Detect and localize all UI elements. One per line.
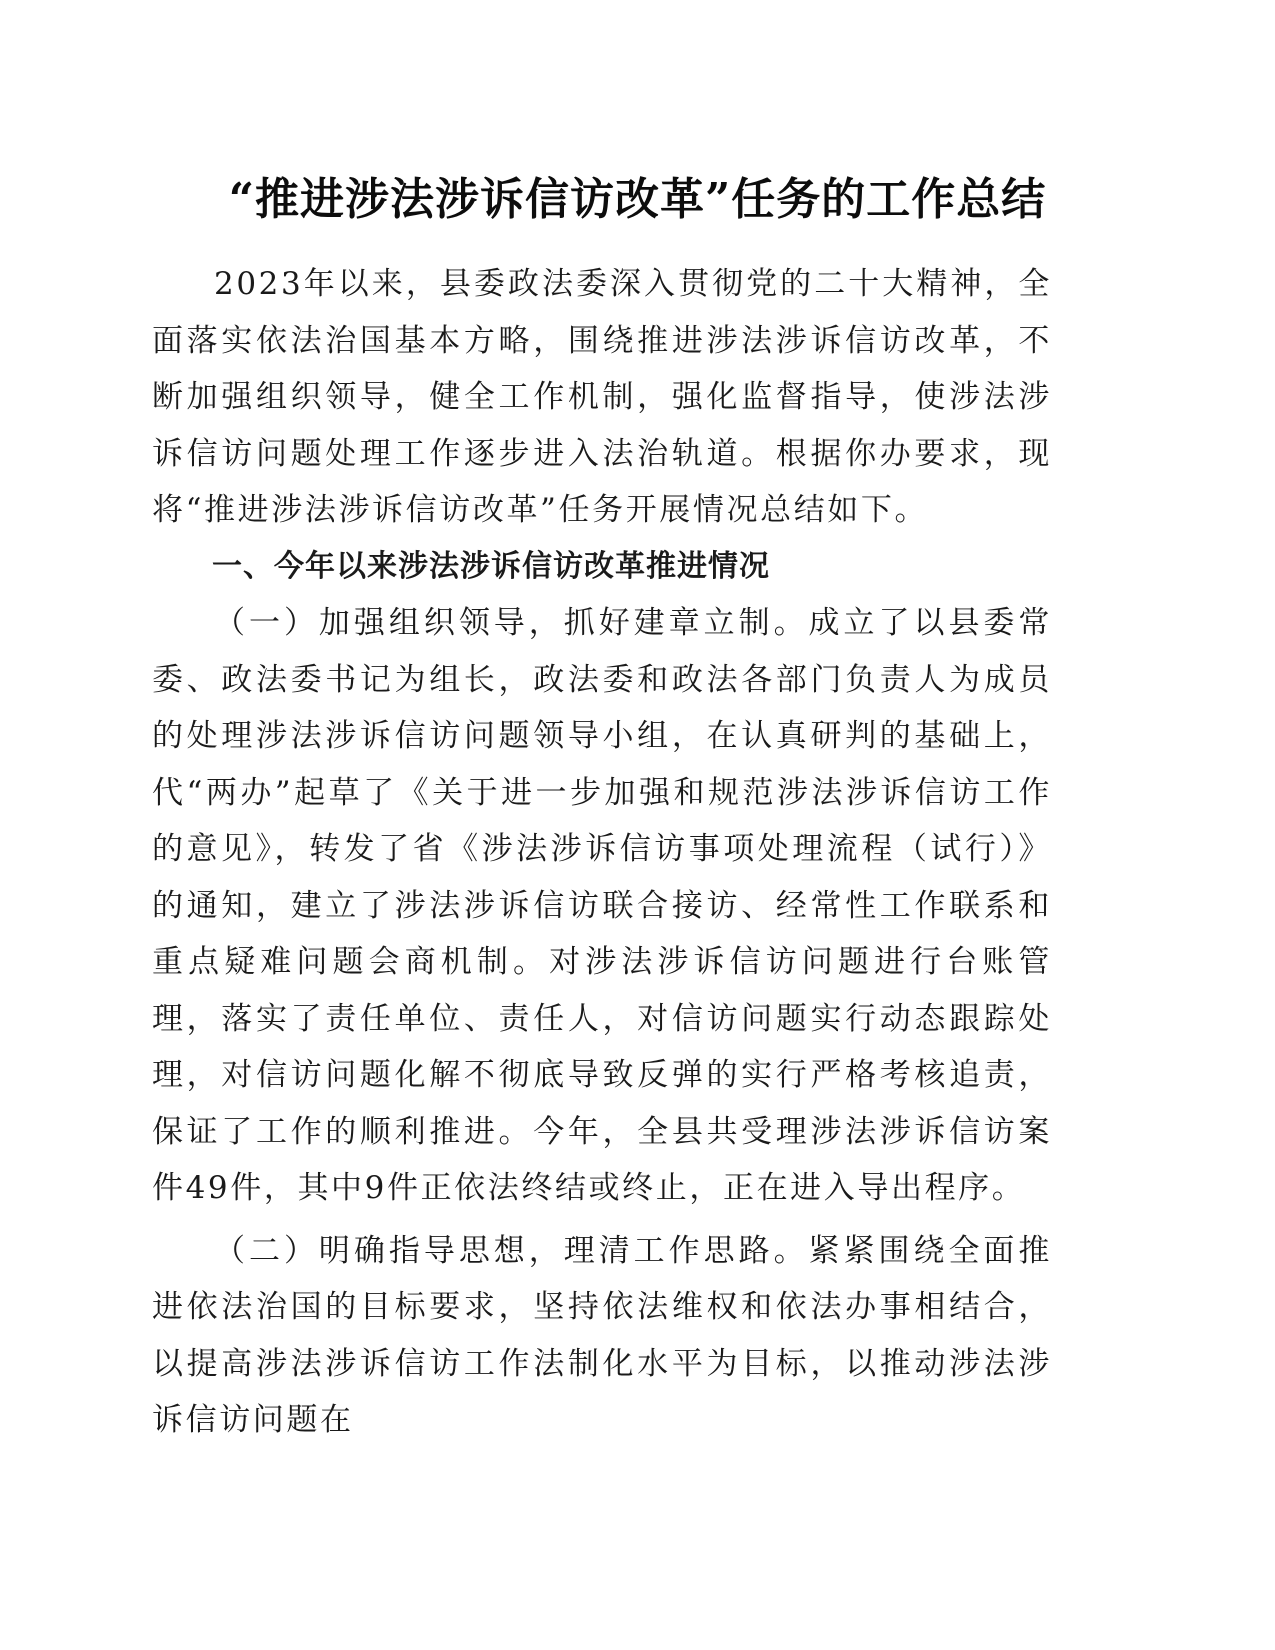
intro-paragraph: 2023年以来，县委政法委深入贯彻党的二十大精神，全面落实依法治国基本方略，围绕推进涉法涉诉信访改革，不断加强组织领导，健全工作机制，强化监督指导，使涉法涉诉信访问题处理工作逐步进入法治轨道。根据你办要求，现将“推进涉法涉诉信访改革”任务开展情况总结如下。 bbox=[152, 266, 1052, 528]
document-title: “推进涉法涉诉信访改革”任务的工作总结 bbox=[228, 174, 1047, 225]
section-heading: 一、今年以来涉法涉诉信访改革推进情况 bbox=[212, 548, 770, 584]
document-body bbox=[152, 256, 1052, 1449]
subsection-2-paragraph: （二）明确指导思想，理清工作思路。紧紧围绕全面推进依法治国的目标要求，坚持依法维权和依法办事相结合，以提高涉法涉诉信访工作法制化水平为目标，以推动涉法涉诉信访问题在 bbox=[152, 1232, 1052, 1438]
subsection-1-paragraph: （一）加强组织领导，抓好建章立制。成立了以县委常委、政法委书记为组长，政法委和政法各部门负责人为成员的处理涉法涉诉信访问题领导小组，在认真研判的基础上，代“两办”起草了《关于进一步加强和规范涉法涉诉信访工作的意见》，转发了省《涉法涉诉信访事项处理流程（试行）》的通知，建立了涉法涉诉信访联合接访、经常性工作联系和重点疑难问题会商机制。对涉法涉诉信访问题进行台账管理，落实了责任单位、责任人，对信访问题实行动态跟踪处理，对信访问题化解不彻底导致反弹的实行严格考核追责，保证了工作的顺利推进。今年，全县共受理涉法涉诉信访案件49件，其中9件正依法终结或终止，正在进入导出程序。 bbox=[152, 605, 1052, 1206]
